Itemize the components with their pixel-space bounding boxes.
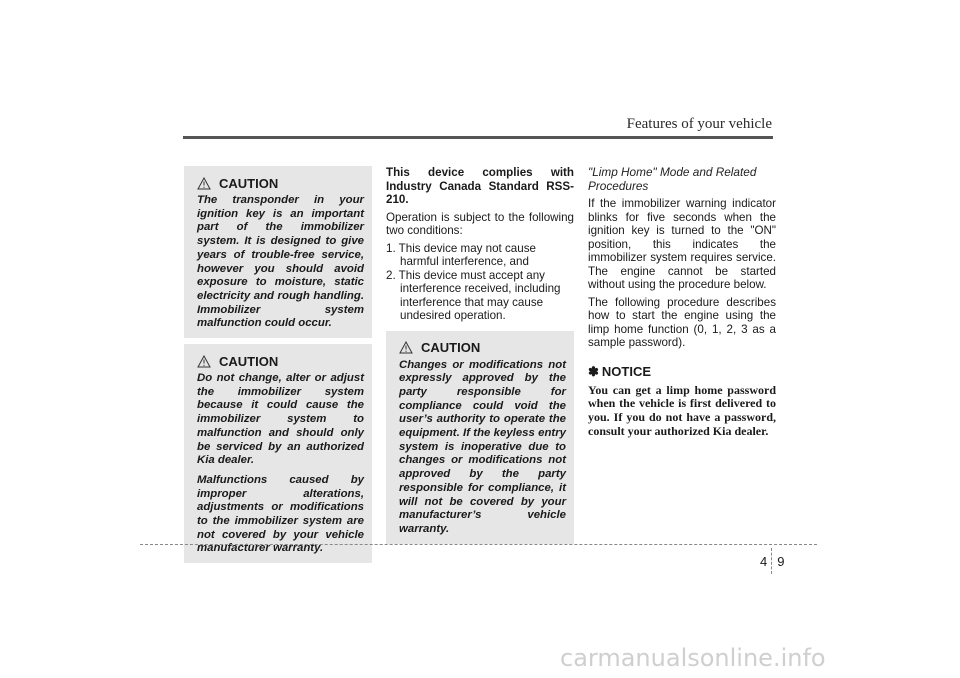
notice-heading [588,364,776,380]
list-item: 2. This device must accept any interference received, including interference that may cause undesired operation. [386,268,561,322]
column-3 [588,166,776,439]
warning-triangle-icon [197,355,211,368]
footer-rule [140,544,817,545]
caution-box-immobilizer [184,344,372,563]
notice-title: NOTICE [601,364,652,379]
watermark: carmanualsonline.info [560,644,826,672]
warning-triangle-icon [197,177,211,190]
limp-home-paragraph: The following procedure describes how to start the engine using the limp home function (0, 1, 2, 3 as a sample password). [588,295,776,349]
chapter-number: 4 [760,553,768,569]
caution-title: CAUTION [219,175,279,191]
notice-text: You can get a limp home password when the vehicle is first delivered to you. If you do not have a password, consult your authorized Kia dealer. [588,382,776,438]
page-number-separator [771,548,773,574]
column-1 [184,166,372,569]
list-item: 1. This device may not cause harmful interference, and [386,241,536,268]
caution-box-transponder [184,166,372,338]
caution-text: Malfunctions caused by improper alterations, adjustments or modifications to the immobilizer system are not covered by your vehicle manufacturer warranty. [197,473,364,555]
caution-text: The transponder in your ignition key is an important part of the immobilizer system. It is designed to give years of trouble-free service, however you should avoid exposure to moisture, static electricity and rough handling. Immobilizer system malfunction could occur. [197,194,364,330]
limp-home-paragraph: If the immobilizer warning indicator blinks for five seconds when the ignition key is turned to the "ON" position, this indicates the immobilizer system requires service. The engine cannot be started without using the procedure below. [588,197,776,291]
conditions-list [386,242,574,323]
column-2 [386,166,574,550]
caution-title: CAUTION [219,353,279,369]
notice-star-icon: ✽ [588,363,599,379]
page-number-value: 9 [777,553,785,569]
caution-title: CAUTION [421,340,481,355]
limp-home-subtitle: "Limp Home" Mode and Related Procedures [588,165,757,193]
caution-box-modifications [386,331,574,544]
conditions-intro: Operation is subject to the following two conditions: [386,210,574,237]
warning-triangle-icon [399,341,413,354]
header-rule [183,136,773,139]
caution-text: Do not change, alter or adjust the immobilizer system because it could cause the immobilizer system to malfunction and should only be serviced by an authorized Kia dealer. [197,372,364,467]
caution-text: Changes or modifications not expressly approved by the party responsible for compliance could void the user’s authority to operate the equipment. If the keyless entry system is inoperative due to changes or modifications not approved by the party responsible for compliance, it will not be covered by your manufacturer’s vehicle warranty. [399,358,566,535]
page-number [760,548,784,574]
compliance-statement: This device complies with Industry Canada Standard RSS-210. [386,166,574,206]
section-header-title: Features of your vehicle [626,116,772,132]
